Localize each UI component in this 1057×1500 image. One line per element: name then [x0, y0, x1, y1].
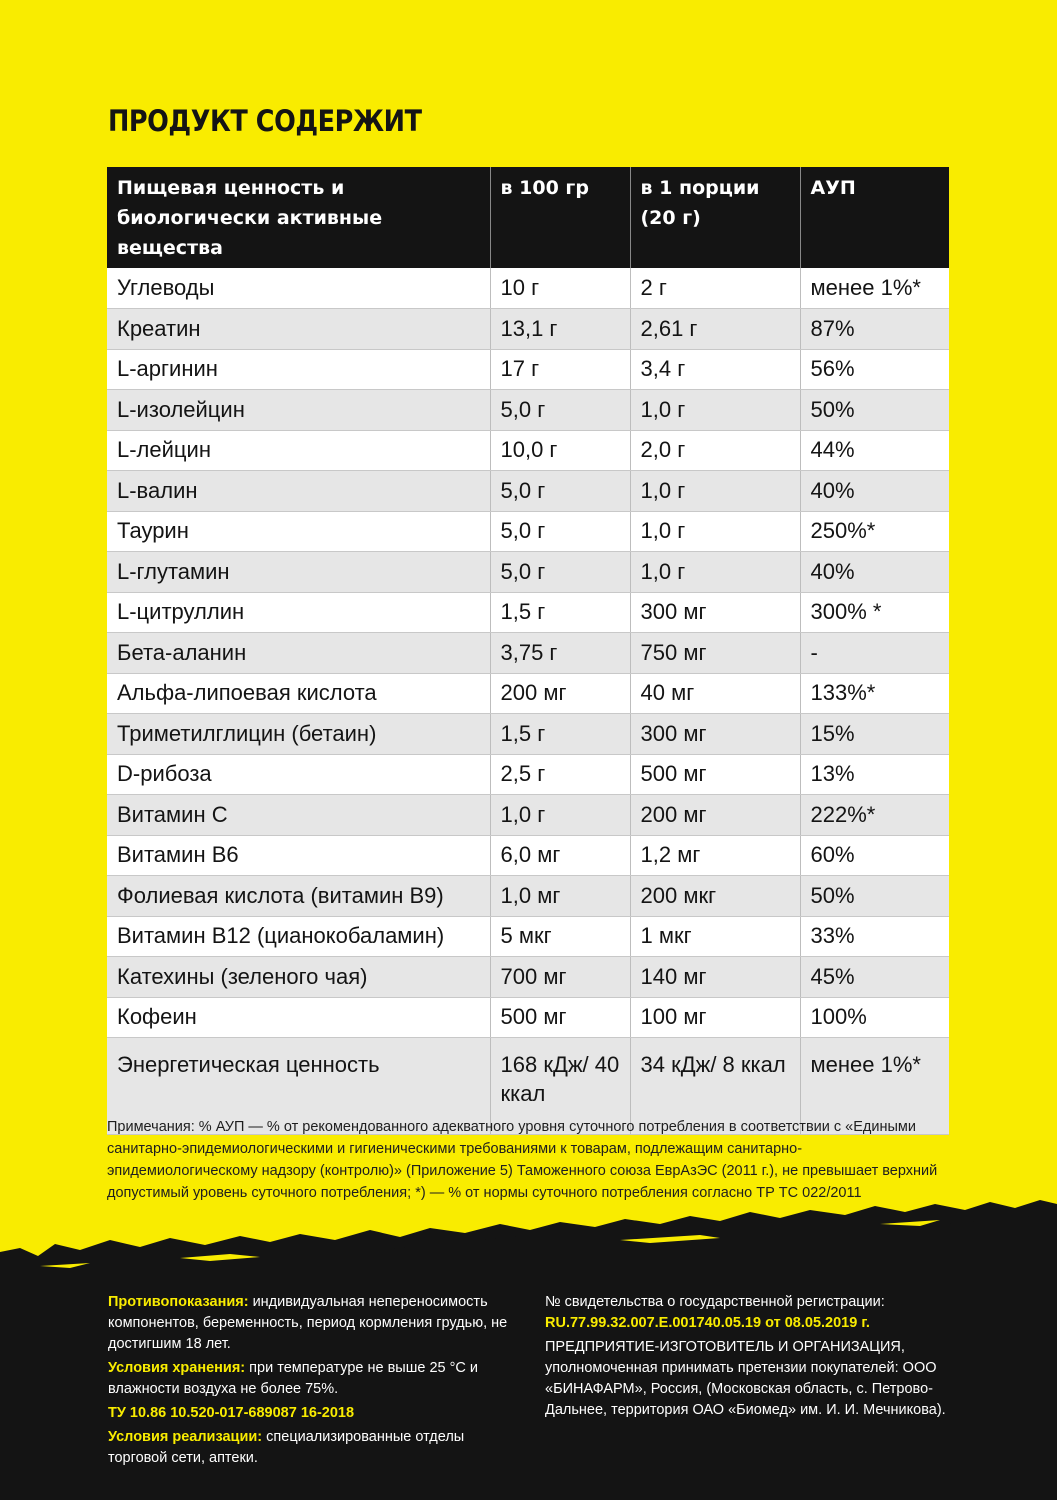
table-row: [107, 309, 949, 350]
column-header-per-100g: в 100 гр: [490, 167, 630, 268]
cell-aup: 33%: [800, 916, 949, 957]
cell-substance: L-валин: [107, 471, 490, 512]
cell-per-100g: 5,0 г: [490, 511, 630, 552]
cell-aup: 250%*: [800, 511, 949, 552]
cell-per-100g: 5,0 г: [490, 552, 630, 593]
cell-substance: Витамин В12 (цианокобаламин): [107, 916, 490, 957]
notes-text: Примечания: % АУП — % от рекомендованного адекватного уровня суточного потребления в соответствии с «Едиными санитарно-эпидемиологическими и гигиеническими требованиями к товарам, подлежащим санитарно-эпидемиологическому надзору (контролю)» (Приложение 5) Таможенного союза ЕврАзЭС (2011 г.), не превышает верхний допустимый уровень суточного потребления; *) — % от нормы суточного потребления согласно ТР ТС 022/2011: [107, 1119, 938, 1201]
cell-per-serving: 40 мг: [630, 673, 800, 714]
table-row: [107, 916, 949, 957]
cell-per-serving: 1,0 г: [630, 471, 800, 512]
cell-substance: Креатин: [107, 309, 490, 350]
cell-per-serving: 140 мг: [630, 957, 800, 998]
cell-aup: 13%: [800, 754, 949, 795]
cell-substance: Катехины (зеленого чая): [107, 957, 490, 998]
cell-per-100g: 5 мкг: [490, 916, 630, 957]
cell-per-100g: 3,75 г: [490, 633, 630, 674]
cell-per-serving: 3,4 г: [630, 349, 800, 390]
table-row: [107, 390, 949, 431]
cell-substance: Энергетическая ценность: [107, 1038, 490, 1135]
cell-per-100g: 10 г: [490, 268, 630, 309]
cell-per-serving: 2 г: [630, 268, 800, 309]
cell-per-serving: 750 мг: [630, 633, 800, 674]
cell-substance: Альфа-липоевая кислота: [107, 673, 490, 714]
cell-per-100g: 1,5 г: [490, 714, 630, 755]
cell-aup: 15%: [800, 714, 949, 755]
table-row: [107, 633, 949, 674]
nutrition-table: [107, 167, 949, 1135]
cell-aup: 45%: [800, 957, 949, 998]
cell-per-serving: 300 мг: [630, 714, 800, 755]
cell-per-100g: 1,0 г: [490, 795, 630, 836]
contraindications: [108, 1292, 508, 1355]
cell-per-100g: 1,5 г: [490, 592, 630, 633]
cell-per-serving: 200 мкг: [630, 876, 800, 917]
cell-per-serving: 1,0 г: [630, 552, 800, 593]
cell-substance: Кофеин: [107, 997, 490, 1038]
cell-aup: 60%: [800, 835, 949, 876]
cell-per-serving: 100 мг: [630, 997, 800, 1038]
manufacturer-info: ПРЕДПРИЯТИЕ-ИЗГОТОВИТЕЛЬ И ОРГАНИЗАЦИЯ, уполномоченная принимать претензии покупателей: ООО «БИНАФАРМ», Россия, (Московская область, с. Петрово-Дальнее, территория ОАО «Биомед» им. И. И. Мечникова).: [545, 1339, 946, 1418]
cell-per-100g: 1,0 мг: [490, 876, 630, 917]
cell-aup: менее 1%*: [800, 268, 949, 309]
cell-per-serving: 1,0 г: [630, 390, 800, 431]
cell-per-serving: 500 мг: [630, 754, 800, 795]
footer-right-column: [545, 1292, 965, 1424]
table-row: [107, 876, 949, 917]
cell-per-serving: 300 мг: [630, 592, 800, 633]
cell-per-100g: 700 мг: [490, 957, 630, 998]
cell-per-serving: 1 мкг: [630, 916, 800, 957]
cell-per-serving: 1,0 г: [630, 511, 800, 552]
cell-per-100g: 2,5 г: [490, 754, 630, 795]
footer-left-column: [108, 1292, 508, 1472]
table-row: [107, 673, 949, 714]
table-row: [107, 795, 949, 836]
cell-per-serving: 2,0 г: [630, 430, 800, 471]
cell-substance: Витамин С: [107, 795, 490, 836]
cell-per-100g: 13,1 г: [490, 309, 630, 350]
contraindications-label: Противопоказания:: [108, 1294, 249, 1310]
cell-aup: 40%: [800, 552, 949, 593]
cell-aup: -: [800, 633, 949, 674]
table-row: [107, 268, 949, 309]
cell-substance: L-лейцин: [107, 430, 490, 471]
column-header-aup: АУП: [800, 167, 949, 268]
cell-aup: 100%: [800, 997, 949, 1038]
table-row: [107, 592, 949, 633]
sale-text: специализированные отделы торговой сети, аптеки.: [108, 1429, 465, 1466]
tu-text: ТУ 10.86 10.520-017-689087 16-2018: [108, 1405, 355, 1421]
cell-substance: Углеводы: [107, 268, 490, 309]
cell-substance: Витамин В6: [107, 835, 490, 876]
cell-aup: 222%*: [800, 795, 949, 836]
column-header-per-serving: в 1 порции (20 г): [630, 167, 800, 268]
cell-substance: L-цитруллин: [107, 592, 490, 633]
registration-number: RU.77.99.32.007.Е.001740.05.19 от 08.05.2019 г.: [545, 1315, 870, 1331]
cell-per-100g: 10,0 г: [490, 430, 630, 471]
table-header-row: [107, 167, 949, 268]
cell-per-100g: 5,0 г: [490, 390, 630, 431]
cell-substance: Таурин: [107, 511, 490, 552]
storage-label: Условия хранения:: [108, 1360, 246, 1376]
cell-per-100g: 17 г: [490, 349, 630, 390]
cell-aup: 44%: [800, 430, 949, 471]
table-row: [107, 997, 949, 1038]
storage-conditions: [108, 1358, 508, 1400]
cell-aup: 40%: [800, 471, 949, 512]
nutrition-table-container: [107, 167, 949, 1135]
cell-aup: 50%: [800, 876, 949, 917]
cell-substance: Триметилглицин (бетаин): [107, 714, 490, 755]
tu-standard: [108, 1403, 508, 1424]
sale-label: Условия реализации:: [108, 1429, 263, 1445]
cell-substance: L-глутамин: [107, 552, 490, 593]
cell-aup: 133%*: [800, 673, 949, 714]
contraindications-text: индивидуальная непереносимость компонентов, беременность, период кормления грудью, не достигшим 18 лет.: [108, 1294, 508, 1352]
cell-substance: L-изолейцин: [107, 390, 490, 431]
sale-conditions: [108, 1427, 508, 1469]
cell-per-serving: 200 мг: [630, 795, 800, 836]
cell-substance: L-аргинин: [107, 349, 490, 390]
cell-aup: 56%: [800, 349, 949, 390]
storage-text: при температуре не выше 25 °С и влажности воздуха не более 75%.: [108, 1360, 479, 1397]
table-row: [107, 957, 949, 998]
registration-label: № свидетельства о государственной регистрации:: [545, 1294, 885, 1310]
table-row: [107, 471, 949, 512]
cell-aup: 87%: [800, 309, 949, 350]
cell-substance: Фолиевая кислота (витамин В9): [107, 876, 490, 917]
cell-per-serving: 34 кДж/ 8 ккал: [630, 1038, 800, 1135]
cell-per-100g: 6,0 мг: [490, 835, 630, 876]
cell-substance: D-рибоза: [107, 754, 490, 795]
cell-aup: менее 1%*: [800, 1038, 949, 1135]
cell-substance: Бета-аланин: [107, 633, 490, 674]
table-row: [107, 754, 949, 795]
column-header-substance: Пищевая ценность и биологически активные вещества: [107, 167, 490, 268]
table-body: [107, 268, 949, 1135]
cell-aup: 300% *: [800, 592, 949, 633]
table-row: [107, 714, 949, 755]
table-row: [107, 552, 949, 593]
cell-per-100g: 200 мг: [490, 673, 630, 714]
cell-per-serving: 2,61 г: [630, 309, 800, 350]
cell-per-serving: 1,2 мг: [630, 835, 800, 876]
page-title: ПРОДУКТ СОДЕРЖИТ: [108, 104, 422, 138]
table-row: [107, 511, 949, 552]
cell-per-100g: 5,0 г: [490, 471, 630, 512]
table-row: [107, 430, 949, 471]
cell-per-100g: 500 мг: [490, 997, 630, 1038]
table-row: [107, 349, 949, 390]
cell-per-100g: 168 кДж/ 40 ккал: [490, 1038, 630, 1135]
table-row: [107, 835, 949, 876]
cell-aup: 50%: [800, 390, 949, 431]
